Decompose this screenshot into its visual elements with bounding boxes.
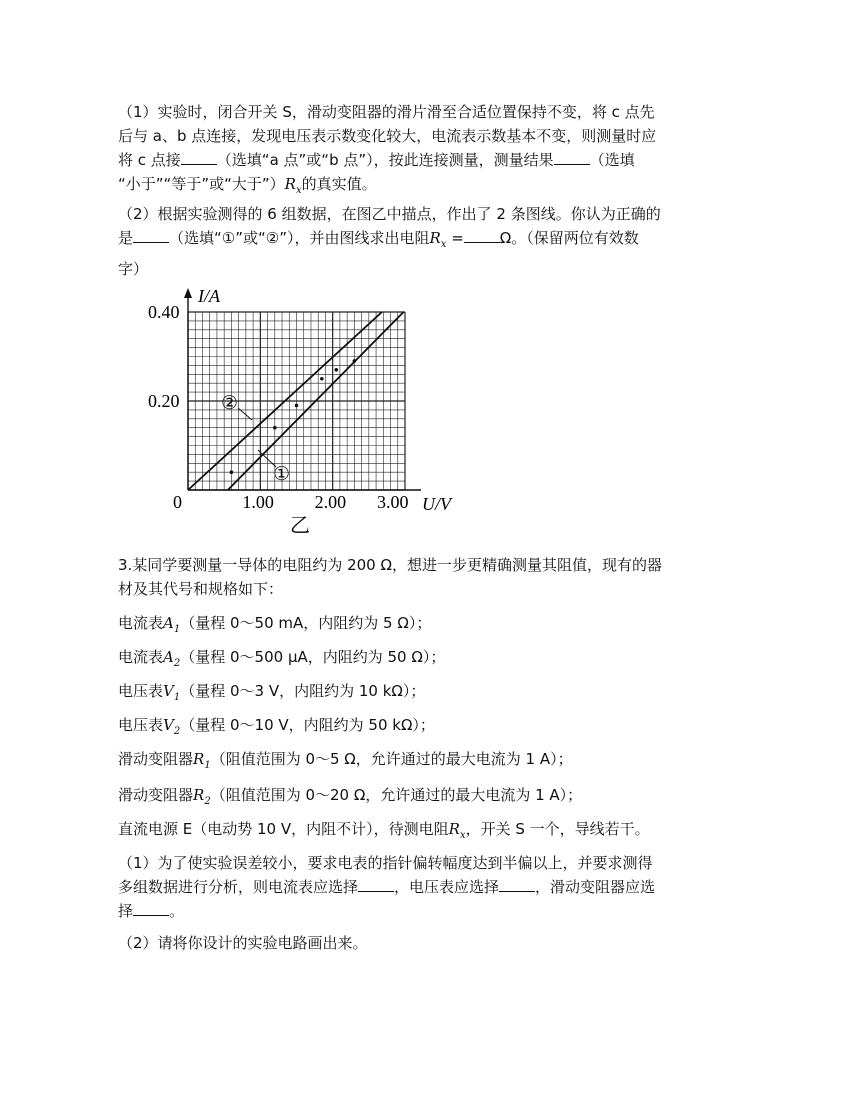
text-line: 字）: [118, 260, 149, 278]
answer-blank[interactable]: [554, 150, 590, 165]
text-fragment: ，滑动变阻器应选: [535, 878, 656, 896]
answer-blank[interactable]: [181, 150, 217, 165]
equipment-name: 滑动变阻器: [118, 786, 194, 804]
x-tick-label: 1.00: [242, 492, 274, 512]
question-3-part-2: [118, 931, 758, 955]
equipment-symbol: V: [163, 716, 174, 734]
question-part-1: [118, 100, 758, 203]
text-fragment: （选填“①”或“②”），并由图线求出电阻: [169, 229, 430, 247]
text-line: 3.某同学要测量一导体的电阻约为 200 Ω，想进一步更精确测量其阻值，现有的器: [118, 556, 662, 574]
symbol-subscript: 1: [173, 692, 181, 703]
data-point: [334, 368, 338, 372]
text-fragment: 直流电源 E（电动势 10 V，内阻不计），待测电阻: [118, 820, 449, 838]
text-fragment: Ω。（保留两位有效数: [499, 229, 639, 247]
symbol-rx: R: [284, 175, 296, 193]
symbol-subscript: 2: [173, 658, 181, 669]
symbol-subscript: 2: [173, 726, 181, 737]
text-fragment: 择: [118, 902, 134, 920]
equipment-spec: （量程 0～10 V，内阻约为 50 kΩ）；: [180, 716, 435, 734]
answer-blank[interactable]: [499, 877, 535, 892]
x-axis-label: U/V: [422, 494, 451, 514]
equipment-symbol: V: [163, 682, 174, 700]
text-line: [118, 148, 758, 172]
equipment-name: 滑动变阻器: [118, 750, 194, 768]
y-tick-label: 0.40: [148, 302, 180, 322]
equipment-item: [118, 783, 758, 814]
equipment-symbol: R: [193, 786, 205, 804]
source-line: [118, 817, 758, 848]
symbol-subscript: x: [295, 185, 302, 196]
data-point: [320, 377, 324, 381]
equipment-spec: （阻值范围为 0～5 Ω，允许通过的最大电流为 1 A）；: [210, 750, 573, 768]
text-line: 后与 a、b 点连接，发现电压表示数变化较大，电流表示数基本不变，则测量时应: [118, 127, 657, 145]
question-part-2: [118, 202, 758, 281]
answer-blank[interactable]: [133, 901, 169, 916]
equipment-item: [118, 611, 758, 642]
answer-blank[interactable]: [133, 228, 169, 243]
series-label: ②: [221, 392, 239, 414]
symbol-subscript: x: [440, 239, 447, 250]
text-fragment: （选填“a 点”或“b 点”），按此连接测量，测量结果: [216, 151, 554, 169]
data-point: [295, 404, 299, 408]
symbol-subscript: 1: [173, 624, 181, 635]
answer-blank[interactable]: [358, 877, 394, 892]
equipment-item: [118, 713, 758, 744]
text-fragment: ，电压表应选择: [394, 878, 500, 896]
data-point: [273, 426, 277, 430]
text-fragment: 是: [118, 229, 134, 247]
equipment-item: [118, 645, 758, 676]
x-tick-label: 3.00: [377, 492, 409, 512]
series-label: ①: [273, 463, 291, 485]
text-fragment: “小于”“等于”或“大于”）: [118, 175, 285, 193]
y-axis-label: I/A: [198, 286, 220, 306]
text-line: （2）根据实验测得的 6 组数据，在图乙中描点，作出了 2 条图线。你认为正确的: [118, 205, 661, 223]
text-line: [118, 172, 758, 203]
equipment-symbol: A: [163, 614, 174, 632]
text-fragment: 。: [169, 902, 185, 920]
text-fragment: 多组数据进行分析，则电流表应选择: [118, 878, 359, 896]
equipment-item: [118, 747, 758, 778]
text-fragment: 的真实值。: [301, 175, 377, 193]
symbol-subscript: x: [459, 830, 466, 841]
text-line: [118, 875, 758, 899]
text-line: （1）为了使实验误差较小，要求电表的指针偏转幅度达到半偏以上，并要求测得: [118, 854, 653, 872]
equipment-name: 电流表: [118, 648, 164, 666]
symbol-rx: R: [429, 229, 441, 247]
text-line: （2）请将你设计的实验电路画出来。: [118, 934, 368, 952]
answer-blank[interactable]: [464, 228, 500, 243]
equipment-spec: （量程 0～3 V，内阻约为 10 kΩ）；: [180, 682, 426, 700]
text-fragment: ，开关 S 一个，导线若干。: [465, 820, 650, 838]
symbol-rx: R: [448, 820, 460, 838]
equipment-spec: （量程 0～50 mA，内阻约为 5 Ω）；: [180, 614, 432, 632]
data-point: [353, 359, 357, 363]
x-tick-label: 2.00: [314, 492, 347, 512]
iu-graph: [140, 280, 470, 535]
text-line: （1）实验时，闭合开关 S，滑动变阻器的滑片滑至合适位置保持不变，将 c 点先: [118, 103, 655, 121]
equipment-spec: （量程 0～500 μA，内阻约为 50 Ω）；: [180, 648, 446, 666]
origin-label: 0: [173, 492, 182, 512]
equipment-spec: （阻值范围为 0～20 Ω，允许通过的最大电流为 1 A）；: [210, 786, 583, 804]
equipment-name: 电压表: [118, 716, 164, 734]
y-tick-label: 0.20: [148, 391, 180, 411]
equipment-name: 电压表: [118, 682, 164, 700]
text-line: [118, 899, 758, 923]
equipment-name: 电流表: [118, 614, 164, 632]
question-3: [118, 553, 758, 601]
text-line: 材及其代号和规格如下：: [118, 580, 284, 598]
symbol-subscript: 1: [204, 760, 211, 771]
text-fragment: =: [446, 229, 464, 247]
y-axis-arrow: [184, 288, 192, 298]
equipment-symbol: A: [163, 648, 174, 666]
equipment-item: [118, 679, 758, 710]
text-fragment: 将 c 点接: [118, 151, 181, 169]
text-fragment: （选填: [589, 151, 635, 169]
equipment-symbol: R: [193, 750, 205, 768]
symbol-subscript: 2: [204, 796, 211, 807]
figure-caption: 乙: [290, 513, 310, 535]
question-3-part-1: [118, 851, 758, 923]
text-line: [118, 226, 758, 257]
data-point: [230, 470, 234, 474]
